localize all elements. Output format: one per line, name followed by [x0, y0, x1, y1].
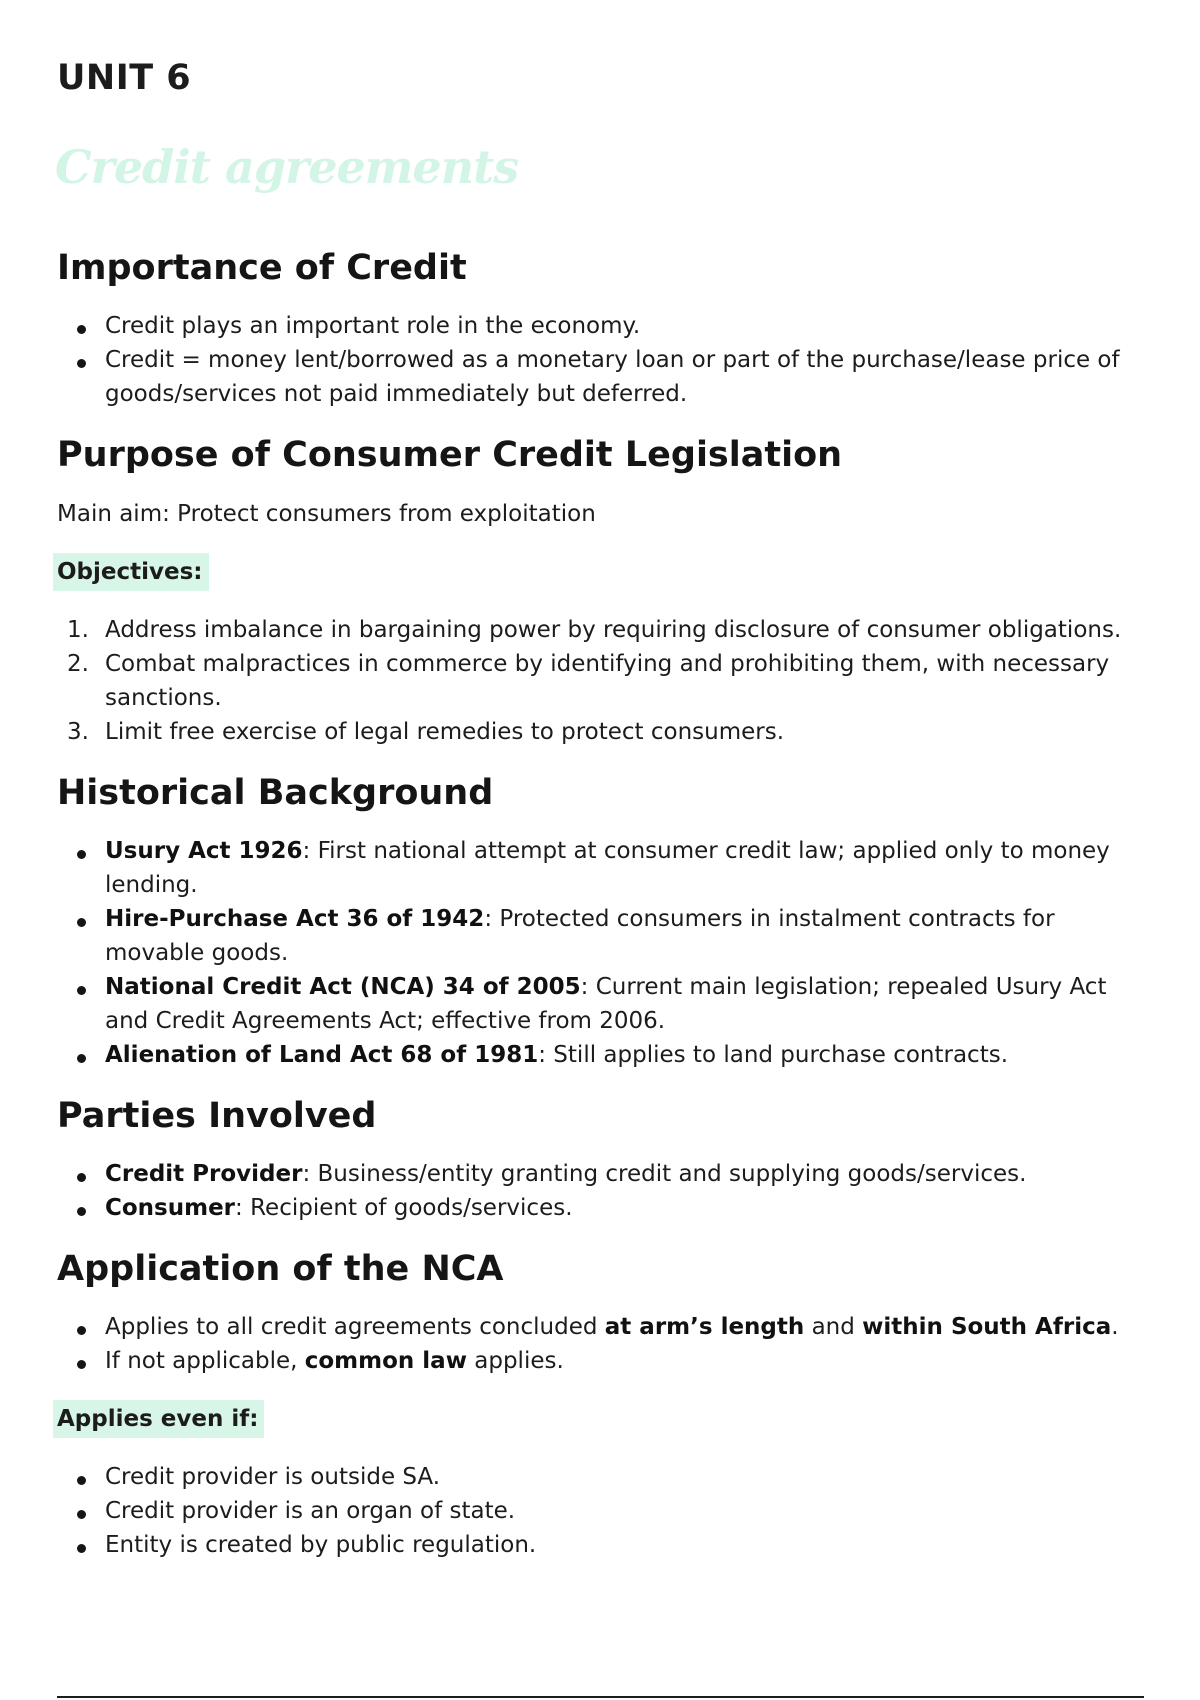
list-item: Credit provider is an organ of state. [57, 1494, 1147, 1528]
list-number: 1. [67, 617, 89, 643]
act-description: : Current main legislation; repealed Usury Act and Credit Agreements Act; effective from 2006. [105, 974, 1107, 1034]
heading-parties-involved: Parties Involved [57, 1096, 377, 1136]
party-description: : Business/entity granting credit and supplying goods/services. [302, 1161, 1027, 1187]
text-run: and [804, 1314, 863, 1340]
act-description: : Still applies to land purchase contracts. [538, 1042, 1009, 1068]
bold-phrase: at arm’s length [604, 1314, 805, 1340]
list-item: Entity is created by public regulation. [57, 1528, 1147, 1562]
text-run: Applies to all credit agreements concluded [105, 1314, 605, 1340]
document-content [57, 246, 1147, 1562]
list-item [57, 613, 1147, 647]
heading-importance-of-credit: Importance of Credit [57, 248, 467, 288]
list-item [57, 1344, 1147, 1378]
text-run: applies. [466, 1348, 564, 1374]
list-item: Credit provider is outside SA. [57, 1460, 1147, 1494]
bold-phrase: common law [304, 1348, 467, 1374]
list-item: Credit = money lent/borrowed as a monetary loan or part of the purchase/lease price of goods/services not paid immediately but deferred. [57, 343, 1147, 411]
heading-purpose: Purpose of Consumer Credit Legislation [57, 435, 843, 475]
act-name: Alienation of Land Act 68 of 1981 [105, 1042, 539, 1068]
objectives-list [57, 613, 1147, 749]
list-item: Credit plays an important role in the economy. [57, 309, 1147, 343]
party-name: Consumer [105, 1195, 236, 1221]
act-name: Hire-Purchase Act 36 of 1942 [105, 906, 485, 932]
heading-application-of-nca: Application of the NCA [57, 1249, 504, 1289]
list-number: 3. [67, 719, 89, 745]
horizontal-divider [57, 1696, 1144, 1698]
list-item-text: Combat malpractices in commerce by identifying and prohibiting them, with necessary sanctions. [105, 651, 1110, 711]
bold-phrase: within South Africa [862, 1314, 1112, 1340]
parties-list [57, 1157, 1147, 1225]
applies-even-if-label: Applies even if: [53, 1400, 264, 1438]
list-number: 2. [67, 651, 89, 677]
text-run: If not applicable, [105, 1348, 305, 1374]
list-item [57, 1191, 1147, 1225]
list-item [57, 834, 1147, 902]
history-list [57, 834, 1147, 1072]
importance-list [57, 309, 1147, 411]
list-item [57, 902, 1147, 970]
list-item [57, 1157, 1147, 1191]
applies-even-list [57, 1460, 1147, 1562]
heading-historical-background: Historical Background [57, 773, 494, 813]
list-item-text: Address imbalance in bargaining power by requiring disclosure of consumer obligations. [105, 617, 1122, 643]
list-item [57, 647, 1147, 715]
list-item [57, 970, 1147, 1038]
act-name: Usury Act 1926 [105, 838, 303, 864]
script-title: Credit agreements [55, 140, 519, 194]
act-description: : Protected consumers in instalment contracts for movable goods. [105, 906, 1055, 966]
list-item [57, 715, 1147, 749]
main-aim-text: Main aim: Protect consumers from exploitation [57, 501, 596, 527]
list-item [57, 1038, 1147, 1072]
party-name: Credit Provider [105, 1161, 303, 1187]
objectives-label: Objectives: [53, 553, 209, 591]
list-item-text: Limit free exercise of legal remedies to protect consumers. [105, 719, 785, 745]
unit-title: UNIT 6 [57, 58, 192, 98]
act-description: : First national attempt at consumer credit law; applied only to money lending. [105, 838, 1110, 898]
text-run: . [1111, 1314, 1119, 1340]
list-item [57, 1310, 1147, 1344]
party-description: : Recipient of goods/services. [235, 1195, 573, 1221]
application-list [57, 1310, 1147, 1378]
act-name: National Credit Act (NCA) 34 of 2005 [105, 974, 581, 1000]
